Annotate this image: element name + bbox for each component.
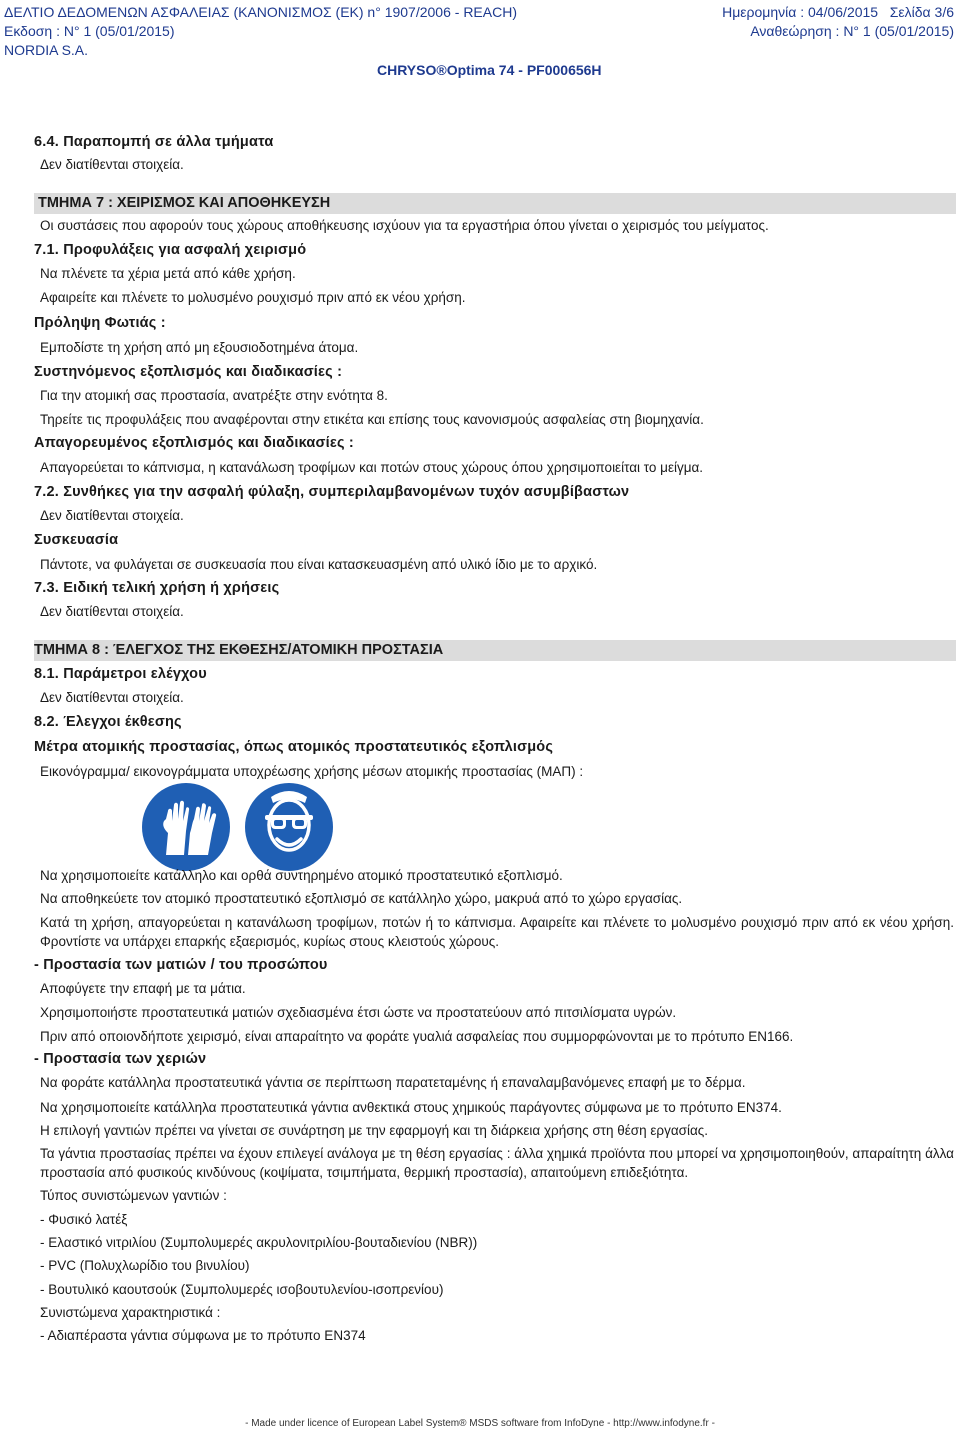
revision: Αναθεώρηση : N° 1 (05/01/2015) xyxy=(750,23,954,39)
recommended-equipment-line-1: Για την ατομική σας προστασία, ανατρέξτε στην ενότητα 8. xyxy=(40,388,388,403)
hand-protection-line-4a: Τα γάντια προστασίας πρέπει να έχουν επιλεγεί ανάλογα με τη θέση εργασίας : άλλα χημικά προϊόντα που μπορεί να χρησιμοποιηθούν, απαραίτητη άλλα xyxy=(40,1146,954,1161)
recommended-equipment-line-2: Τηρείτε τις προφυλάξεις που αναφέρονται στην ετικέτα και επίσης τους κανονισμούς ασφαλείας στη βιομηχανία. xyxy=(40,412,704,427)
subsection-7-3-title: 7.3. Ειδική τελική χρήση ή χρήσεις xyxy=(34,580,280,596)
footer-licence: - Made under licence of European Label System® MSDS software from InfoDyne - http://www.infodyne.fr - xyxy=(245,1418,715,1429)
glove-type-item: - PVC (Πολυχλωρίδιο του βινυλίου) xyxy=(40,1258,250,1273)
hand-protection-title: - Προστασία των χεριών xyxy=(34,1051,207,1067)
product-name: CHRYSO®Optima 74 - PF000656H xyxy=(377,62,602,78)
pictograms-label: Εικονόγραμμα/ εικονογράμματα υποχρέωσης χρήσης μέσων ατομικής προστασίας (ΜΑΠ) : xyxy=(40,764,584,779)
eye-protection-title: - Προστασία των ματιών / του προσώπου xyxy=(34,957,328,973)
glove-type-item: - Βουτυλικό καουτσούκ (Συμπολυμερές ισοβουτυλενίου-ισοπρενίου) xyxy=(40,1282,444,1297)
ppe-paragraph-1: Να χρησιμοποιείτε κατάλληλο και ορθά συντηρημένο ατομικό προστατευτικό εξοπλισμό. xyxy=(40,868,563,883)
eye-protection-line-2: Χρησιμοποιήστε προστατευτικά ματιών σχεδιασμένα έτσι ώστε να προστατεύουν από πιτσιλίσματα υγρών. xyxy=(40,1005,677,1020)
subsection-7-3-text: Δεν διατίθενται στοιχεία. xyxy=(40,604,184,619)
hand-protection-line-3: Η επιλογή γαντιών πρέπει να γίνεται σε συνάρτηση με την εφαρμογή και τη διάρκεια χρήσης στη θέση εργασίας. xyxy=(40,1123,709,1138)
prohibited-equipment-title: Απαγορευμένος εξοπλισμός και διαδικασίες : xyxy=(34,435,354,451)
subsection-7-1-line-2: Αφαιρείτε και πλένετε το μολυσμένο ρουχισμό πριν από εκ νέου χρήση. xyxy=(40,290,466,305)
subsection-8-1-text: Δεν διατίθενται στοιχεία. xyxy=(40,690,184,705)
subsection-8-1-title: 8.1. Παράμετροι ελέγχου xyxy=(34,666,207,682)
hand-protection-line-2: Να χρησιμοποιείτε κατάλληλα προστατευτικά γάντια ανθεκτικά στους χημικούς παράγοντες σύμφωνα με το πρότυπο EN374. xyxy=(40,1100,782,1115)
section-7-heading: ΤΜΗΜΑ 7 : ΧΕΙΡΙΣΜΟΣ ΚΑΙ ΑΠΟΘΗΚΕΥΣΗ xyxy=(38,195,331,211)
glove-types-title: Τύπος συνιστώμενων γαντιών : xyxy=(40,1188,227,1203)
subsection-6-4-text: Δεν διατίθενται στοιχεία. xyxy=(40,157,184,172)
ppe-paragraph-2: Να αποθηκεύετε τον ατομικό προστατευτικό εξοπλισμό σε κατάλληλο χώρο, μακρυά από το χώρο εργασίας. xyxy=(40,891,683,906)
subsection-7-1-line-1: Να πλένετε τα χέρια μετά από κάθε χρήση. xyxy=(40,266,296,281)
packaging-text: Πάντοτε, να φυλάγεται σε συσκευασία που είναι κατασκευασμένη από υλικό ίδιο με το αρχικό. xyxy=(40,557,598,572)
glove-type-item: - Ελαστικό νιτριλίου (Συμπολυμερές ακρυλονιτριλίου-βουταδιενίου (NBR)) xyxy=(40,1235,478,1250)
recommended-equipment-title: Συστηνόμενος εξοπλισμός και διαδικασίες : xyxy=(34,364,343,380)
fire-prevention-title: Πρόληψη Φωτιάς : xyxy=(34,315,166,331)
eye-protection-line-3: Πριν από οποιονδήποτε χειρισμό, είναι απαραίτητο να φοράτε γυαλιά ασφαλείας που συμμορφώνονται με το πρότυπο EN166. xyxy=(40,1029,794,1044)
section-8-heading: ΤΜΗΜΑ 8 : ΈΛΕΓΧΟΣ ΤΗΣ ΕΚΘΕΣΗΣ/ΑΤΟΜΙΚΗ ΠΡΟΣΤΑΣΙΑ xyxy=(34,642,444,658)
subsection-7-1-title: 7.1. Προφυλάξεις για ασφαλή χειρισμό xyxy=(34,242,307,258)
gloves-icon xyxy=(140,781,232,873)
glove-feature-item: - Αδιαπέραστα γάντια σύμφωνα με το πρότυπο EN374 xyxy=(40,1328,366,1343)
eye-protection-line-1: Αποφύγετε την επαφή με τα μάτια. xyxy=(40,981,246,996)
ppe-paragraph-3b: Φροντίστε να υπάρχει επαρκής εξαερισμός, κυρίως στους κλειστούς χώρους. xyxy=(40,934,500,949)
hand-protection-line-1: Να φοράτε κατάλληλα προστατευτικά γάντια σε περίπτωση παρατεταμένης ή επαναλαμβανόμενες επαφή με το δέρμα. xyxy=(40,1075,746,1090)
document-title: ΔΕΛΤΙΟ ΔΕΔΟΜΕΝΩΝ ΑΣΦΑΛΕΙΑΣ (ΚΑΝΟΝΙΣΜΟΣ (ΕΚ) n° 1907/2006 - REACH) xyxy=(4,4,517,20)
hand-protection-line-4b: προστασία από φυσικούς κινδύνους (κοψίματα, τσιμπήματα, θερμική προστασία), απαιτούμενη επιδεξιότητα. xyxy=(40,1165,689,1180)
ppe-paragraph-3a: Κατά τη χρήση, απαγορεύεται η κατανάλωση τροφίμων, ποτών ή το κάπνισμα. Αφαιρείτε και πλένετε το μολυσμένο ρουχισμό πριν από εκ νέου χρήση. xyxy=(40,915,954,930)
ppe-measures-title: Μέτρα ατομικής προστασίας, όπως ατομικός προστατευτικός εξοπλισμός xyxy=(34,739,554,755)
subsection-6-4-title: 6.4. Παραπομπή σε άλλα τμήματα xyxy=(34,134,274,150)
edition: Εκδοση : N° 1 (05/01/2015) xyxy=(4,23,175,39)
packaging-title: Συσκευασία xyxy=(34,532,119,548)
company-name: NORDIA S.A. xyxy=(4,42,89,58)
fire-prevention-text: Εμποδίστε τη χρήση από μη εξουσιοδοτημένα άτομα. xyxy=(40,340,359,355)
section-7-intro: Οι συστάσεις που αφορούν τους χώρους αποθήκευσης ισχύουν για τα εργαστήρια όπου γίνεται ο χειρισμός του μείγματος. xyxy=(40,218,769,233)
subsection-7-2-text: Δεν διατίθενται στοιχεία. xyxy=(40,508,184,523)
subsection-7-2-title: 7.2. Συνθήκες για την ασφαλή φύλαξη, συμπεριλαμβανομένων τυχόν ασυμβίβαστων xyxy=(34,484,630,500)
prohibited-equipment-text: Απαγορεύεται το κάπνισμα, η κατανάλωση τροφίμων και ποτών στους χώρους όπου χρησιμοποιείται το μείγμα. xyxy=(40,460,704,475)
subsection-8-2-title: 8.2. Έλεγχοι έκθεσης xyxy=(34,714,182,730)
face-protection-icon xyxy=(243,781,335,873)
glove-type-item: - Φυσικό λατέξ xyxy=(40,1212,128,1227)
date-page: Ημερομηνία : 04/06/2015 Σελίδα 3/6 xyxy=(722,4,954,20)
glove-features-title: Συνιστώμενα χαρακτηριστικά : xyxy=(40,1305,221,1320)
